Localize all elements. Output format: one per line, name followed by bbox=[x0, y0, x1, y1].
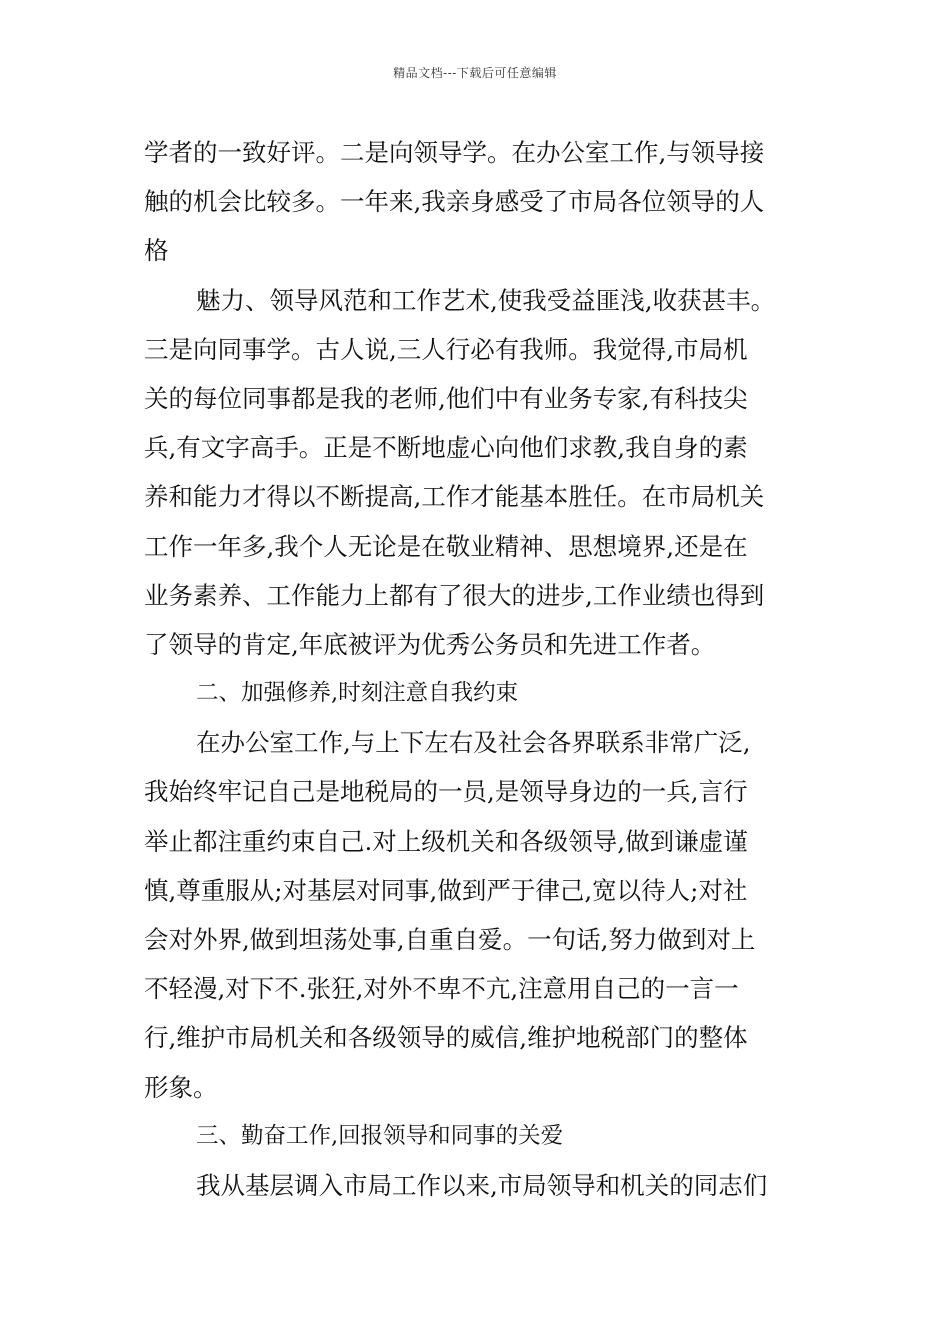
paragraph-line: 业务素养、工作能力上都有了很大的进步,工作业绩也得到 bbox=[144, 580, 765, 610]
section-heading: 二、加强修养,时刻注意自我约束 bbox=[196, 680, 519, 707]
paragraph-line: 三是向同事学。古人说,三人行必有我师。我觉得,市局机 bbox=[144, 334, 748, 364]
paragraph-line: 不轻漫,对下不.张狂,对外不卑不亢,注意用自己的一言一 bbox=[144, 974, 739, 1004]
paragraph-line: 会对外界,做到坦荡处事,自重自爱。一句话,努力做到对上 bbox=[144, 925, 756, 954]
paragraph-line: 在办公室工作,与上下左右及社会各界联系非常广泛, bbox=[196, 728, 751, 758]
paragraph-line: 我从基层调入市局工作以来,市局领导和机关的同志们 bbox=[196, 1170, 768, 1200]
paragraph-line: 格 bbox=[144, 236, 169, 266]
page-header: 精品文档---下载后可任意编辑 bbox=[393, 66, 557, 80]
paragraph-line: 形象。 bbox=[144, 1072, 218, 1102]
paragraph-line: 举止都注重约束自己.对上级机关和各级领导,做到谦虚谨 bbox=[144, 826, 748, 856]
paragraph-line: 工作一年多,我个人无论是在敬业精神、思想境界,还是在 bbox=[144, 531, 748, 561]
paragraph-line: 兵,有文字高手。正是不断地虚心向他们求教,我自身的素 bbox=[144, 433, 748, 463]
section-heading: 三、勤奋工作,回报领导和同事的关爱 bbox=[196, 1122, 564, 1149]
document-body bbox=[144, 128, 808, 1210]
paragraph-line: 行,维护市局机关和各级领导的威信,维护地税部门的整体 bbox=[144, 1023, 748, 1053]
paragraph-line: 魅力、领导风范和工作艺术,使我受益匪浅,收获甚丰。 bbox=[196, 285, 776, 315]
paragraph-line: 关的每位同事都是我的老师,他们中有业务专家,有科技尖 bbox=[144, 383, 748, 413]
paragraph-line: 慎,尊重服从;对基层对同事,做到严于律己,宽以待人;对社 bbox=[144, 875, 748, 905]
paragraph-line: 养和能力才得以不断提高,工作才能基本胜任。在市局机关 bbox=[144, 482, 765, 512]
paragraph-line: 我始终牢记自己是地税局的一员,是领导身边的一兵,言行 bbox=[144, 777, 748, 807]
paragraph-line: 触的机会比较多。一年来,我亲身感受了市局各位领导的人 bbox=[144, 187, 765, 217]
paragraph-line: 了领导的肯定,年底被评为优秀公务员和先进工作者。 bbox=[144, 629, 716, 659]
paragraph-line: 学者的一致好评。二是向领导学。在办公室工作,与领导接 bbox=[144, 138, 765, 167]
